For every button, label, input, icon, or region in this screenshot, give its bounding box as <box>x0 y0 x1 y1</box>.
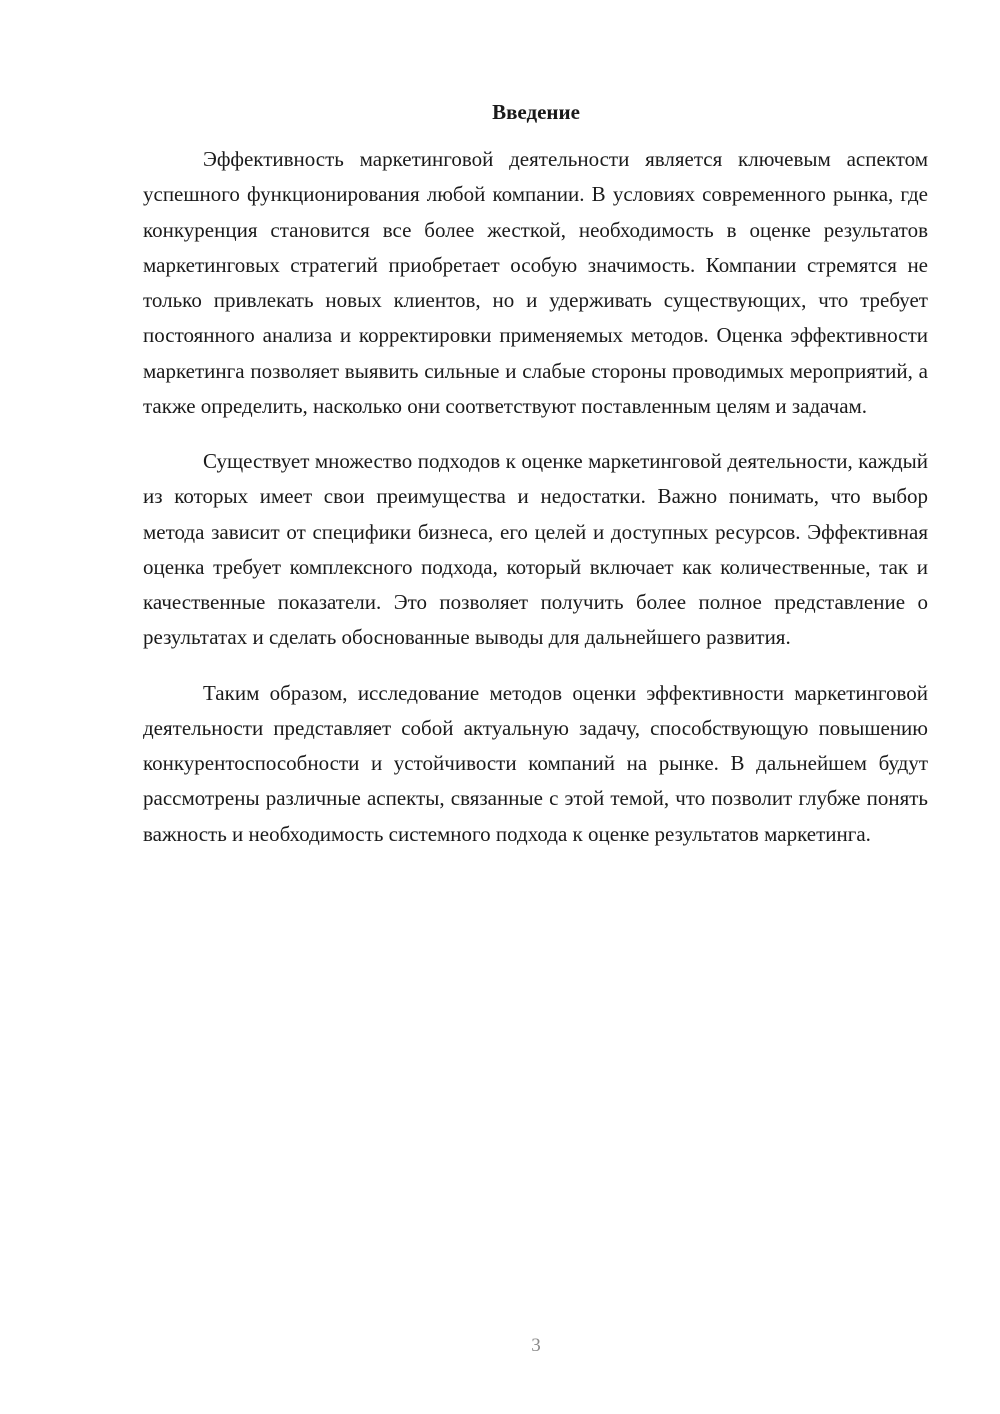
paragraph: Существует множество подходов к оценке маркетинговой деятельности, каждый из которых имеет свои преимущества и недостатки. Важно понимать, что выбор метода зависит от специфики бизнеса, его целей и доступных ресурсов. Эффективная оценка требует комплексного подхода, который включает как количественные, так и качественные показатели. Это позволяет получить более полное представление о результатах и сделать обоснованные выводы для дальнейшего развития. <box>143 449 928 650</box>
paragraph: Таким образом, исследование методов оценки эффективности маркетинговой деятельности представляет собой актуальную задачу, способствующую повышению конкурентоспособности и устойчивости компаний на рынке. В дальнейшем будут рассмотрены различные аспекты, связанные с этой темой, что позволит глубже понять важность и необходимость системного подхода к оценке результатов маркетинга. <box>143 680 928 846</box>
body-text <box>143 142 928 852</box>
paragraph: Эффективность маркетинговой деятельности является ключевым аспектом успешного функционирования любой компании. В условиях современного рынка, где конкуренция становится все более жесткой, необходимость в оценке результатов маркетинговых стратегий приобретает особую значимость. Компании стремятся не только привлекать новых клиентов, но и удерживать существующих, что требует постоянного анализа и корректировки применяемых методов. Оценка эффективности маркетинга позволяет выявить сильные и слабые стороны проводимых мероприятий, а также определить, насколько они соответствуют поставленным целям и задачам. <box>143 147 928 418</box>
page-number: 3 <box>531 1335 541 1356</box>
page-title: Введение <box>492 100 580 124</box>
